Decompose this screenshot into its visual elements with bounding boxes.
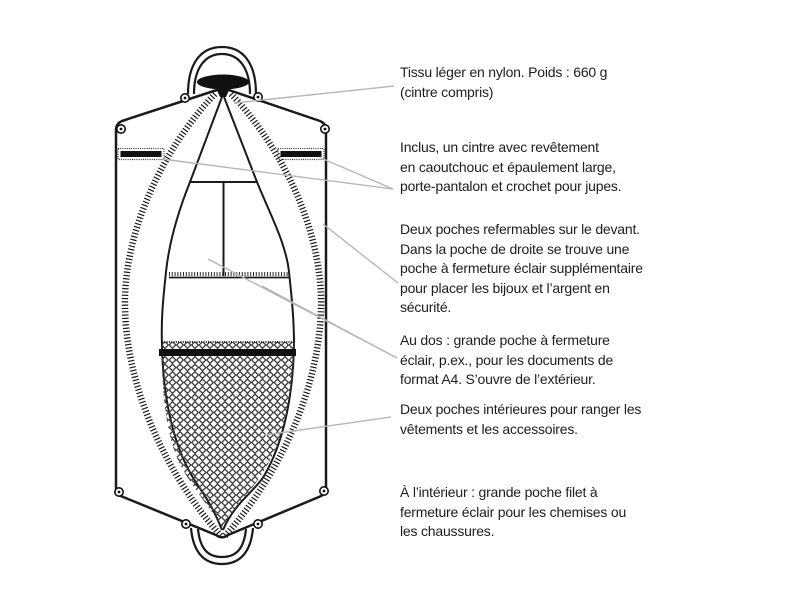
callout-line-front-pockets (323, 224, 398, 283)
annotation-interior-pockets (400, 400, 750, 439)
annotation-line: (cintre compris) (400, 83, 494, 100)
annotation-line: poche à fermeture éclair supplémentaire (400, 260, 643, 276)
annotation-line: pour placer les bijoux et l’argent en (400, 279, 610, 296)
annotation-line: vêtements et les accessoires. (400, 420, 578, 437)
annotation-line: Tissu léger en nylon. Poids : 660 g (400, 64, 608, 80)
annotation-line: Dans la poche de droite se trouve une (400, 240, 630, 257)
annotation-line: Deux poches intérieures pour ranger les (400, 401, 642, 417)
annotation-line: Inclus, un cintre avec revêtement (400, 139, 599, 155)
snap-button (115, 488, 123, 496)
annotation-back-pocket (400, 331, 750, 390)
snap-button (181, 94, 189, 102)
annotation-mesh-pocket (400, 483, 750, 542)
annotation-line: format A4. S’ouvre de l’extérieur. (400, 371, 596, 387)
snap-button (320, 487, 328, 495)
annotation-line: Au dos : grande poche à fermeture (400, 332, 610, 348)
snap-button (321, 125, 329, 133)
annotation-fabric-weight (400, 63, 750, 102)
annotation-line: fermeture éclair pour les chemises ou (400, 503, 627, 520)
annotation-line: porte-pantalon et crochet pour jupes. (400, 178, 622, 194)
annotation-hanger-included (400, 138, 750, 197)
annotation-line: les chaussures. (400, 523, 495, 539)
snap-button (117, 125, 125, 133)
annotation-line: Deux poches refermables sur le devant. (400, 221, 640, 237)
annotation-line: À l’intérieur : grande poche filet à (400, 484, 598, 500)
snap-button (182, 520, 190, 528)
annotation-front-pockets (400, 220, 750, 318)
annotation-line: éclair, p.ex., pour les documents de (400, 351, 614, 368)
annotation-line: en caoutchouc et épaulement large, (400, 158, 616, 175)
annotation-line: sécurité. (400, 299, 452, 315)
snap-button (254, 520, 262, 528)
